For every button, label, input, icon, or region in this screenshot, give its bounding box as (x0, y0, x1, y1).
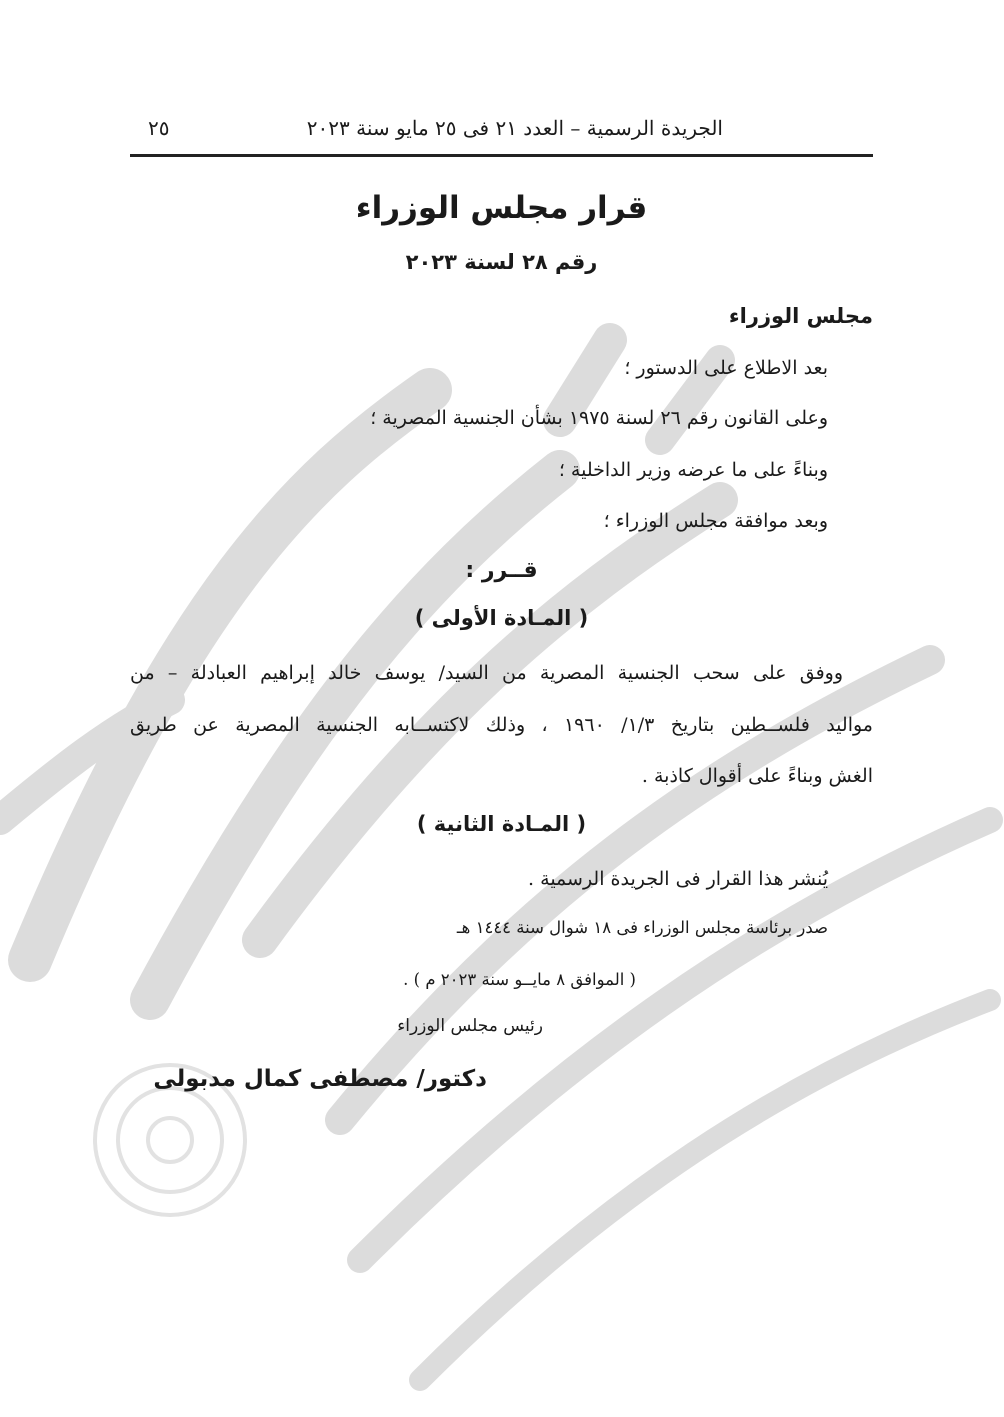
decree-number: رقم ٢٨ لسنة ٢٠٢٣ (405, 250, 598, 274)
recital-line: وبعد موافقة مجلس الوزراء ؛ (603, 510, 828, 532)
article-1-heading: ( المـادة الأولى ) (414, 606, 589, 630)
recital-line: بعد الاطلاع على الدستور ؛ (624, 357, 828, 379)
recital-line: وعلى القانون رقم ٢٦ لسنة ١٩٧٥ بشأن الجنسية المصرية ؛ (370, 407, 828, 429)
page-header (130, 112, 873, 152)
running-title: الجريدة الرسمية – العدد ٢١ فى ٢٥ مايو سنة ٢٠٢٣ (306, 116, 723, 140)
signatory-title: رئيس مجلس الوزراء (397, 1016, 543, 1036)
issued-gregorian: ( الموافق ٨ مايــو سنة ٢٠٢٣ م ) . (403, 970, 636, 989)
article-1-line: الغش وبناءً على أقوال كاذبة . (641, 765, 873, 787)
signatory-name: دكتور/ مصطفى كمال مدبولى (153, 1066, 487, 1092)
article-1-line: مواليد فلســطين بتاريخ ١/٣/ ١٩٦٠ ، وذلك لاكتســابه الجنسية المصرية عن طريق (130, 714, 873, 736)
gazette-page (130, 0, 873, 1417)
page-number: ٢٥ (148, 116, 170, 140)
decree-title: قرار مجلس الوزراء (355, 190, 648, 226)
issued-hijri: صدر برئاسة مجلس الوزراء فى ١٨ شوال سنة ١٤٤٤ هـ (456, 918, 828, 937)
article-1-line: ووفق على سحب الجنسية المصرية من السيد/ يوسف خالد إبراهيم العبادلة – من (130, 662, 843, 684)
decided-label: قــرر : (465, 558, 538, 583)
issuer-heading: مجلس الوزراء (728, 304, 873, 328)
header-divider (130, 154, 873, 157)
recital-line: وبناءً على ما عرضه وزير الداخلية ؛ (558, 459, 828, 481)
article-2-line: يُنشر هذا القرار فى الجريدة الرسمية . (528, 868, 828, 890)
article-2-heading: ( المـادة الثانية ) (416, 812, 587, 836)
